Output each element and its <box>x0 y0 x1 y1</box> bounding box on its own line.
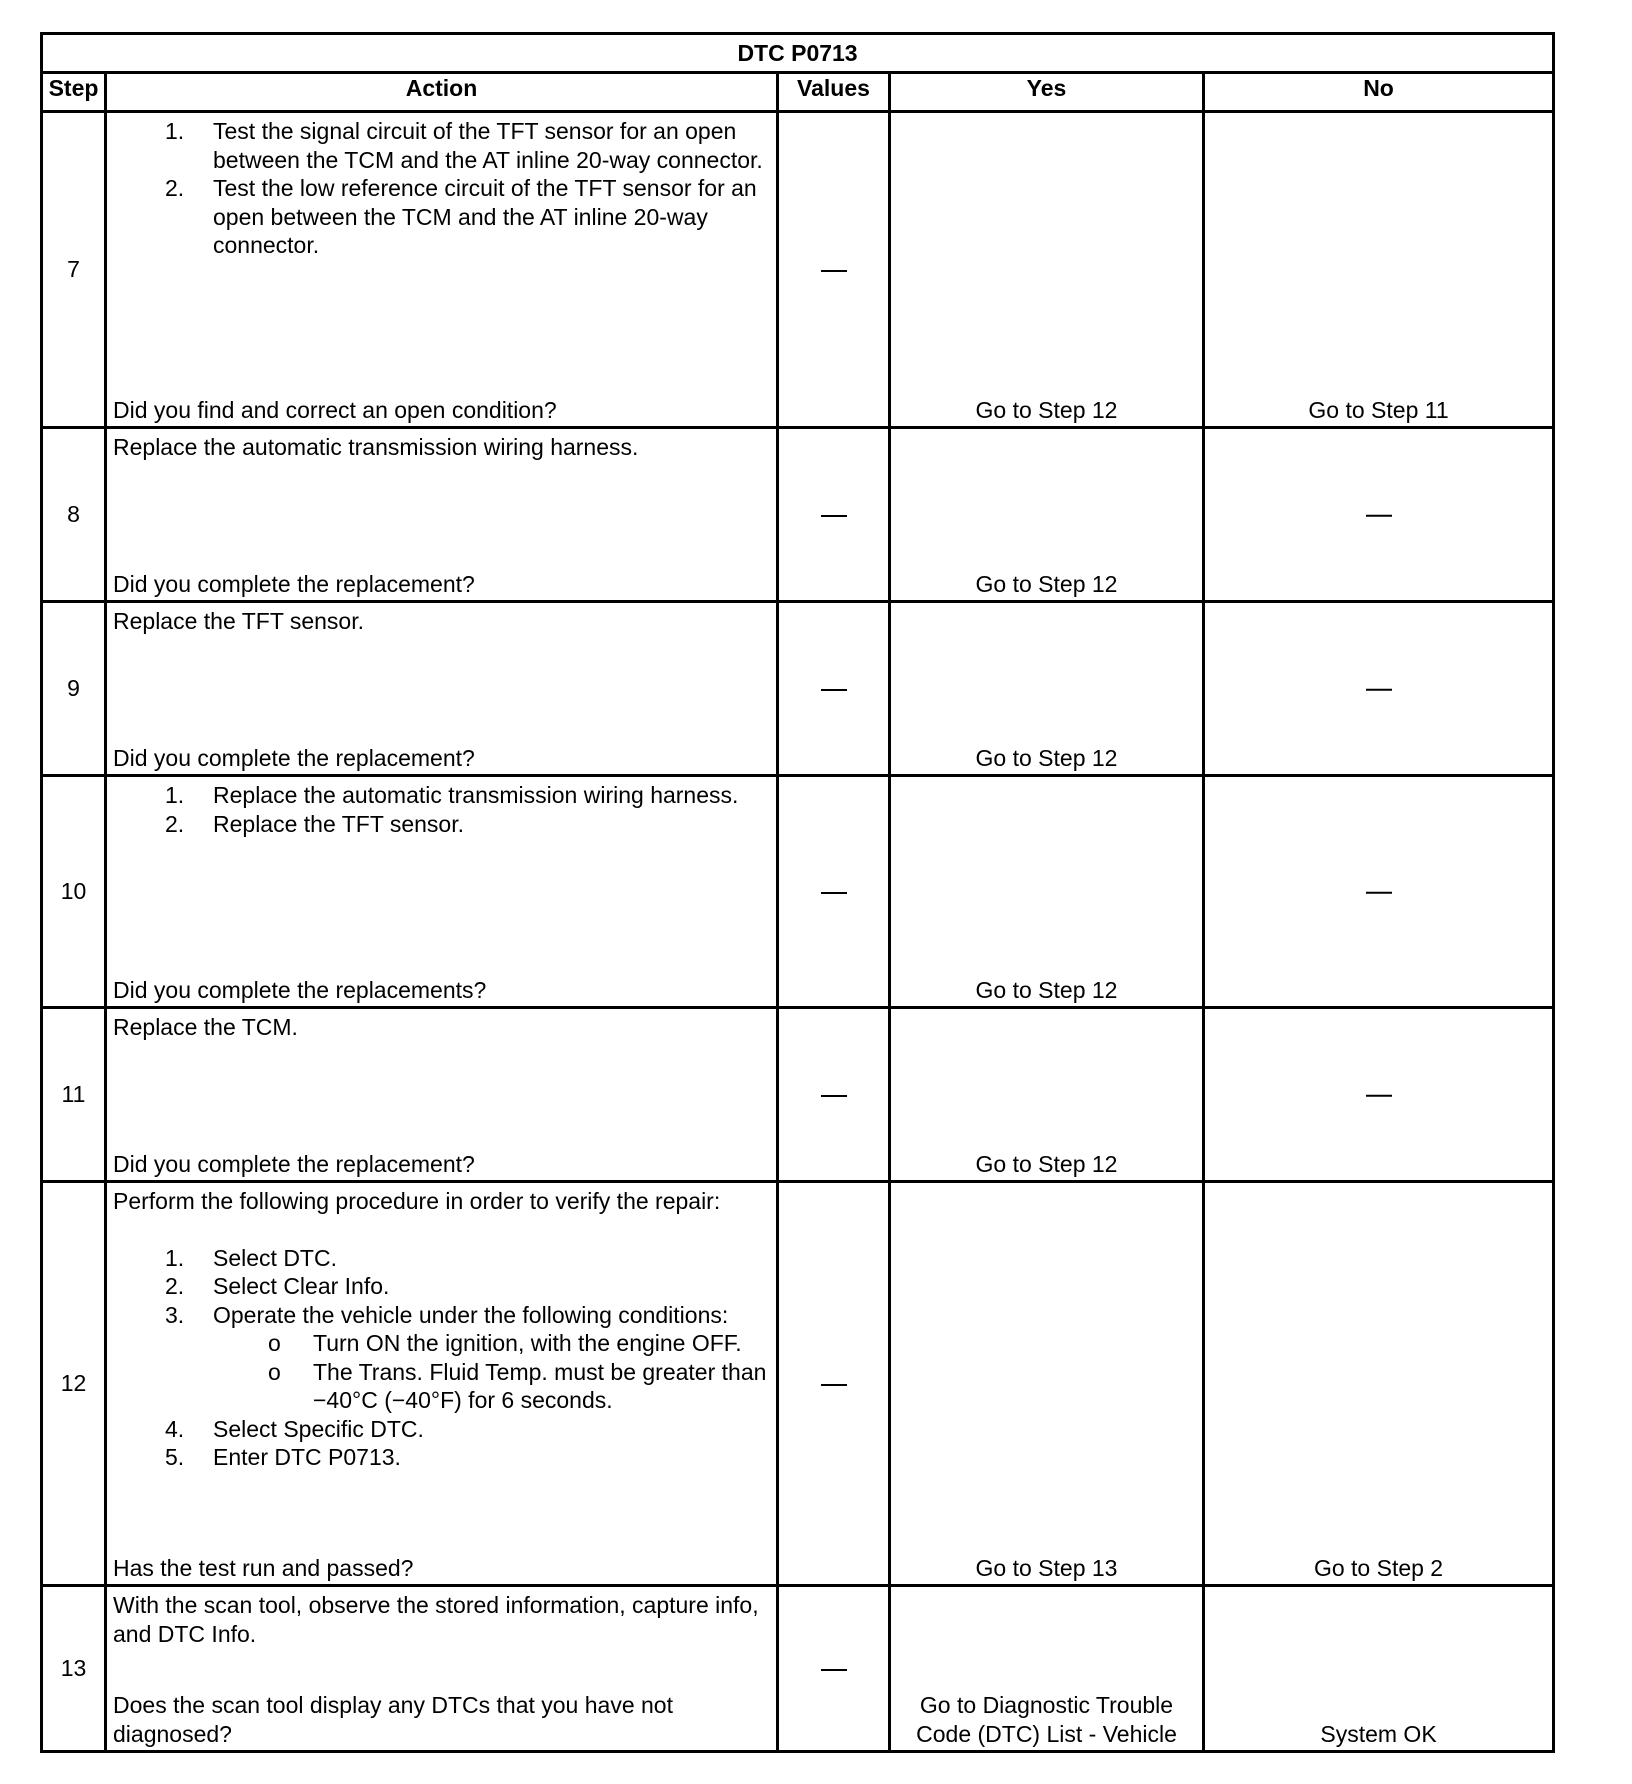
table-title: DTC P0713 <box>42 34 1554 73</box>
header-action: Action <box>106 73 778 112</box>
no-dash <box>1205 674 1552 703</box>
table-row <box>42 112 1554 428</box>
values-cell <box>778 428 890 602</box>
yes-link[interactable]: Go to Step 12 <box>975 396 1118 423</box>
list-item: 1. Select DTC. <box>165 1244 337 1271</box>
sub-list-item: o Turn ON the ignition, with the engine OFF. <box>268 1330 742 1356</box>
dtc-table <box>40 32 1555 1753</box>
action-question: Did you find and correct an open condition? <box>113 396 557 423</box>
table-row <box>42 776 1554 1008</box>
values-cell <box>778 112 890 428</box>
no-dash <box>1205 500 1552 529</box>
step-number: 10 <box>42 776 106 1008</box>
action-question: Did you complete the replacements? <box>113 976 487 1003</box>
yes-link[interactable]: Go to Step 12 <box>975 570 1118 597</box>
dash-mark <box>821 689 847 691</box>
no-link[interactable]: Go to Step 11 <box>1308 396 1449 423</box>
no-cell <box>1204 1586 1554 1752</box>
list-item: 5. Enter DTC P0713. <box>165 1444 401 1470</box>
dash-mark <box>821 270 847 272</box>
action-list <box>113 1244 770 1472</box>
header-no: No <box>1204 73 1554 112</box>
no-cell <box>1204 1182 1554 1586</box>
no-link[interactable]: Go to Step 2 <box>1313 1554 1444 1581</box>
step-number: 13 <box>42 1586 106 1752</box>
action-text: Replace the automatic transmission wiring harness. <box>113 434 639 460</box>
sub-list-item: o The Trans. Fluid Temp. must be greater than −40°C (−40°F) for 6 seconds. <box>268 1358 767 1413</box>
action-cell <box>106 776 778 1008</box>
list-item: 1. Test the signal circuit of the TFT sensor for an open between the TCM and the AT inline 20-way connector. <box>165 118 763 173</box>
yes-cell <box>890 1586 1204 1752</box>
sub-list <box>213 1329 770 1415</box>
action-cell <box>106 112 778 428</box>
list-item: 4. Select Specific DTC. <box>165 1415 424 1442</box>
step-number: 7 <box>42 112 106 428</box>
yes-link[interactable]: Go to Diagnostic Trouble Code (DTC) List - Vehicle <box>916 1692 1177 1747</box>
list-item: 2. Select Clear Info. <box>165 1273 390 1299</box>
yes-cell <box>890 112 1204 428</box>
action-cell <box>106 1008 778 1182</box>
list-item: 2. Replace the TFT sensor. <box>165 810 465 837</box>
header-values: Values <box>778 73 890 112</box>
header-step: Step <box>42 73 106 112</box>
values-cell <box>778 1182 890 1586</box>
table-row <box>42 602 1554 776</box>
yes-link[interactable]: Go to Step 12 <box>975 1150 1118 1177</box>
list-item: 2. Test the low reference circuit of the TFT sensor for an open between the TCM and the AT inline 20-way connector. <box>165 175 757 258</box>
yes-link[interactable]: Go to Step 13 <box>975 1554 1118 1581</box>
action-cell <box>106 1586 778 1752</box>
table-row <box>42 1008 1554 1182</box>
no-cell <box>1204 112 1554 428</box>
action-list <box>113 781 770 838</box>
values-cell <box>778 776 890 1008</box>
list-item: 1. Replace the automatic transmission wiring harness. <box>165 782 739 808</box>
yes-cell <box>890 1008 1204 1182</box>
no-dash <box>1205 877 1552 906</box>
list-item: 3. Operate the vehicle under the following conditions: o Turn ON the ignition, with the engine OFF. o The Trans. Fluid Temp. must be greater than −40°C (−40°F) for 6 seconds. <box>113 1301 770 1415</box>
yes-cell <box>890 428 1204 602</box>
values-cell <box>778 602 890 776</box>
step-number: 9 <box>42 602 106 776</box>
dash-mark <box>821 1669 847 1671</box>
action-text: Perform the following procedure in order to verify the repair: <box>113 1188 721 1214</box>
no-cell <box>1204 428 1554 602</box>
values-cell <box>778 1008 890 1182</box>
no-cell <box>1204 776 1554 1008</box>
header-yes: Yes <box>890 73 1204 112</box>
action-question: Did you complete the replacement? <box>113 744 475 771</box>
no-dash <box>1205 1080 1552 1109</box>
action-text: Replace the TCM. <box>113 1014 298 1040</box>
yes-link[interactable]: Go to Step 12 <box>975 976 1118 1003</box>
dash-mark <box>821 1095 847 1097</box>
yes-cell <box>890 1182 1204 1586</box>
values-cell <box>778 1586 890 1752</box>
action-question: Did you complete the replacement? <box>113 1150 475 1177</box>
action-question: Has the test run and passed? <box>113 1554 414 1581</box>
action-cell <box>106 1182 778 1586</box>
no-text: System OK <box>1320 1720 1437 1747</box>
header-row <box>42 73 1554 112</box>
yes-cell <box>890 776 1204 1008</box>
step-number: 11 <box>42 1008 106 1182</box>
action-text: With the scan tool, observe the stored information, capture info, and DTC Info. <box>113 1592 759 1647</box>
action-text: Replace the TFT sensor. <box>113 608 365 634</box>
dash-mark <box>821 1384 847 1386</box>
action-cell <box>106 428 778 602</box>
step-number: 8 <box>42 428 106 602</box>
table-row <box>42 1586 1554 1752</box>
dash-mark <box>821 892 847 894</box>
step-number: 12 <box>42 1182 106 1586</box>
action-cell <box>106 602 778 776</box>
no-cell <box>1204 602 1554 776</box>
dash-mark <box>821 515 847 517</box>
table-row <box>42 1182 1554 1586</box>
yes-link[interactable]: Go to Step 12 <box>975 744 1118 771</box>
yes-cell <box>890 602 1204 776</box>
action-question: Does the scan tool display any DTCs that you have not diagnosed? <box>113 1692 673 1747</box>
table-row <box>42 428 1554 602</box>
action-list <box>113 117 770 260</box>
no-cell <box>1204 1008 1554 1182</box>
action-question: Did you complete the replacement? <box>113 570 475 597</box>
